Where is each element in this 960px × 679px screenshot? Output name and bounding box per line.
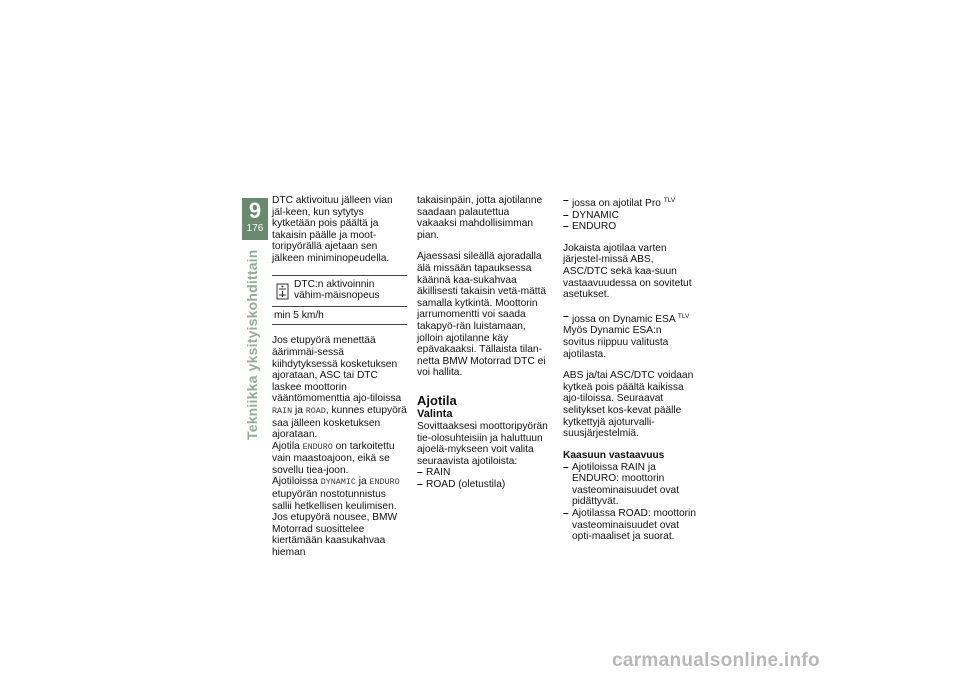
list-item: – RAIN xyxy=(417,467,551,479)
paragraph: Ajotila ENDURO on tarkoitettu vain maastoajoon, eikä se sovellu tiea-joon. xyxy=(272,440,395,476)
paragraph: Jos etupyörä menettää äärimmäi-sessä kiihdytyksessä kosketuksen ajorataan, ASC tai DTC laskee moottorin vääntömomenttia ajo-tiloissa RAIN ja ROAD, kunnes etupyörä saa jälleen kosketuksen ajorataan. xyxy=(272,335,407,441)
list-item: – jossa on Dynamic ESA $^{TLV}$ xyxy=(563,311,696,326)
tlv-mark: TLV xyxy=(663,197,676,204)
paragraph: Ajotiloissa DYNAMIC ja ENDURO etupyörän nostotunnistus sallii hetkellisen keulimisen. xyxy=(272,476,400,512)
mode-list xyxy=(563,195,696,233)
throttle-list xyxy=(563,462,696,543)
column-2 xyxy=(417,195,551,490)
feature-list xyxy=(563,311,696,326)
subsection-heading: Kaasuun vastaavuus xyxy=(563,449,665,461)
mode-label-dynamic: DYNAMIC xyxy=(320,477,356,488)
paragraph: takaisinpäin, jotta ajotilanne saadaan palautettua vakaaksi mahdollisimman pian. xyxy=(417,195,543,241)
mode-label-enduro: ENDURO xyxy=(369,477,400,488)
paragraph: Myös Dynamic ESA:n sovitus riippuu valitusta ajotilasta. xyxy=(563,325,669,360)
column-3 xyxy=(563,195,696,543)
page-number: 176 xyxy=(246,223,264,234)
paragraph: Jokaista ajotilaa varten järjestel-missä ABS, ASC/DTC sekä kaa-suun vastaavuudessa on sovitetut asetukset. xyxy=(563,242,692,301)
info-label: DTC:n aktivoinnin vähim-mäisnopeus xyxy=(294,278,380,302)
watermark: carmanualsonline.info xyxy=(612,650,820,671)
chapter-number: 9 xyxy=(248,198,262,223)
list-item: – Ajotilassa ROAD: moottorin vasteominaisuudet ovat opti-maaliset ja suorat. xyxy=(563,508,696,543)
info-box xyxy=(272,275,407,326)
paragraph: DTC aktivoituu jälleen vian jäl-keen, kun sytytys kytketään pois päältä ja takaisin päälle ja moot-toripyörällä ajetaan sen jälkeen miniminopeudella. xyxy=(272,195,393,264)
list-item: – DYNAMIC xyxy=(563,210,696,222)
column-1 xyxy=(272,195,407,559)
list-item: – ENDURO xyxy=(563,221,696,233)
mode-label-road: ROAD xyxy=(305,405,326,416)
chapter-tab xyxy=(242,198,268,240)
paragraph: Sovittaaksesi moottoripyörän tie-olosuhteisiin ja haluttuun ajoelä-mykseen voit valita seuraavista ajotiloista: xyxy=(417,420,548,467)
tlv-mark: TLV xyxy=(677,312,690,320)
list-item: – jossa on ajotilat Pro $^{TLV}$ xyxy=(563,195,696,210)
info-value: min 5 km/h xyxy=(274,309,324,321)
paragraph: Jos etupyörä nousee, BMW Motorrad suosittelee kiertämään kaasukahvaa hieman xyxy=(272,512,398,559)
paragraph: Ajaessasi sileällä ajoradalla älä missään tapauksessa käännä kaa-sukahvaa äkillisesti takaisin vetä-mättä samalla kytkintä. Moottorin jarrumomentti voi saada takapyö-rän luistamaan, jolloin ajotilanne käy epävakaaksi. Tällaista tilan-netta BMW Motorrad DTC ei voi hallita. xyxy=(417,251,547,379)
side-title-text: Tekniikka yksityiskohdittain xyxy=(244,249,260,440)
mode-label-enduro: ENDURO xyxy=(302,441,333,452)
list-item: – Ajotiloissa RAIN ja ENDURO: moottorin vasteominaisuudet ovat pidättyvät. xyxy=(563,462,696,508)
mode-list xyxy=(417,467,551,490)
subsection-heading: Valinta xyxy=(417,407,453,420)
paragraph: ABS ja/tai ASC/DTC voidaan kytkeä pois päältä kaikissa ajo-tiloissa. Seuraavat selitykset kos-kevat päälle kytkettyjä ajoturvalli-suusjärjestelmiä. xyxy=(563,370,694,440)
list-item: – ROAD (oletustila) xyxy=(417,479,551,491)
speedometer-icon xyxy=(275,281,290,301)
section-heading: Ajotila xyxy=(417,392,457,408)
mode-label-rain: RAIN xyxy=(272,405,293,416)
